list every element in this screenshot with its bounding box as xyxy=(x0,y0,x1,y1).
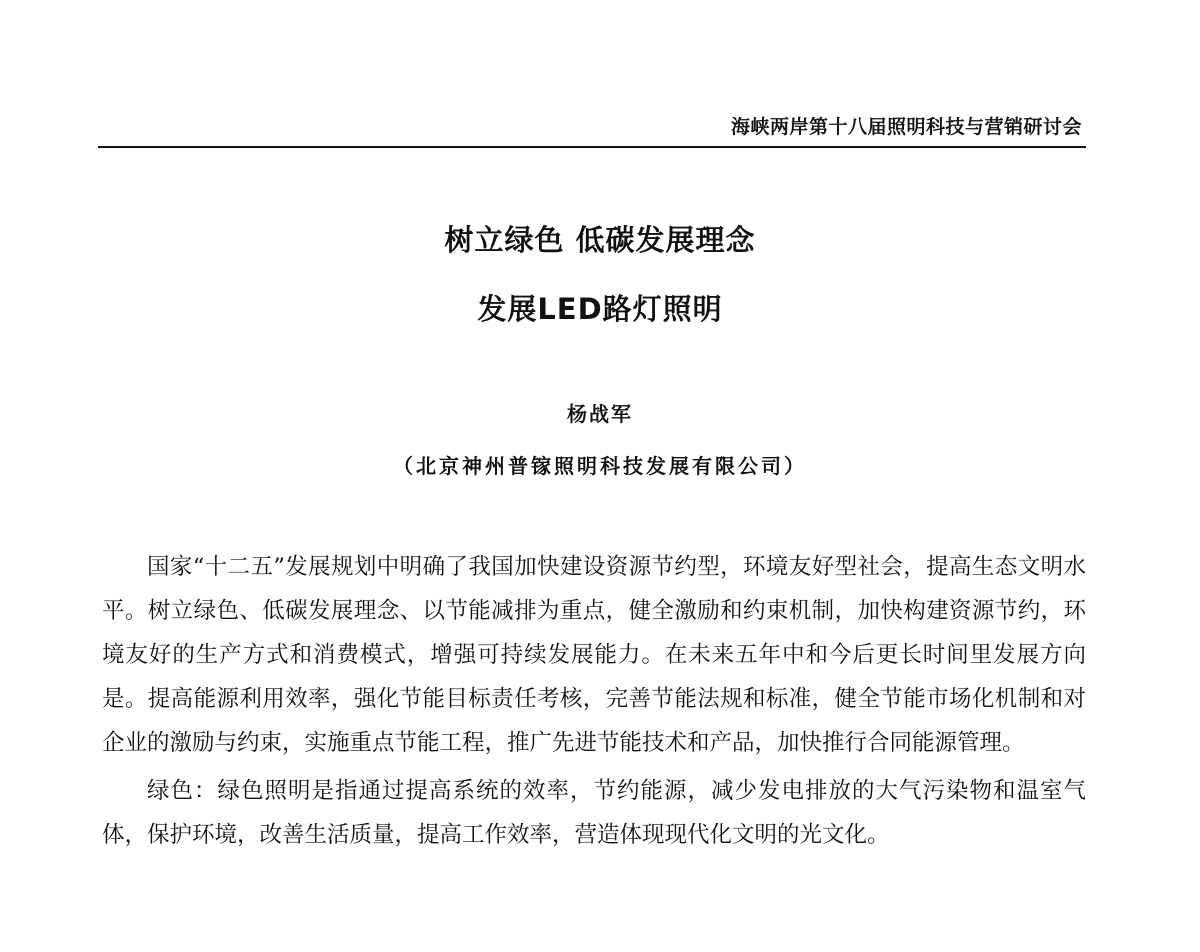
author-affiliation: （北京神州普镓照明科技发展有限公司） xyxy=(393,454,807,478)
article-title-line-2: 发展LED路灯照明 xyxy=(477,292,723,326)
running-header: 海峡两岸第十八届照明科技与营销研讨会 xyxy=(730,116,1082,138)
body-paragraph-2: 绿色：绿色照明是指通过提高系统的效率，节约能源，减少发电排放的大气污染物和温室气体，保护环境，改善生活质量，提高工作效率，营造体现现代化文明的光文化。 xyxy=(102,778,1086,848)
article-title-line-1: 树立绿色 低碳发展理念 xyxy=(444,223,756,257)
author-name: 杨战军 xyxy=(567,402,633,426)
header-rule xyxy=(98,146,1086,148)
body-paragraph-1: 国家“十二五”发展规划中明确了我国加快建设资源节约型，环境友好型社会，提高生态文明水平。树立绿色、低碳发展理念、以节能减排为重点，健全激励和约束机制，加快构建资源节约，环境友好的生产方式和消费模式，增强可持续发展能力。在未来五年中和今后更长时间里发展方向是。提高能源利用效率，强化节能目标责任考核，完善节能法规和标准，健全节能市场化机制和对企业的激励与约束，实施重点节能工程，推广先进节能技术和产品，加快推行合同能源管理。 xyxy=(102,554,1086,756)
article-body xyxy=(102,545,1086,861)
